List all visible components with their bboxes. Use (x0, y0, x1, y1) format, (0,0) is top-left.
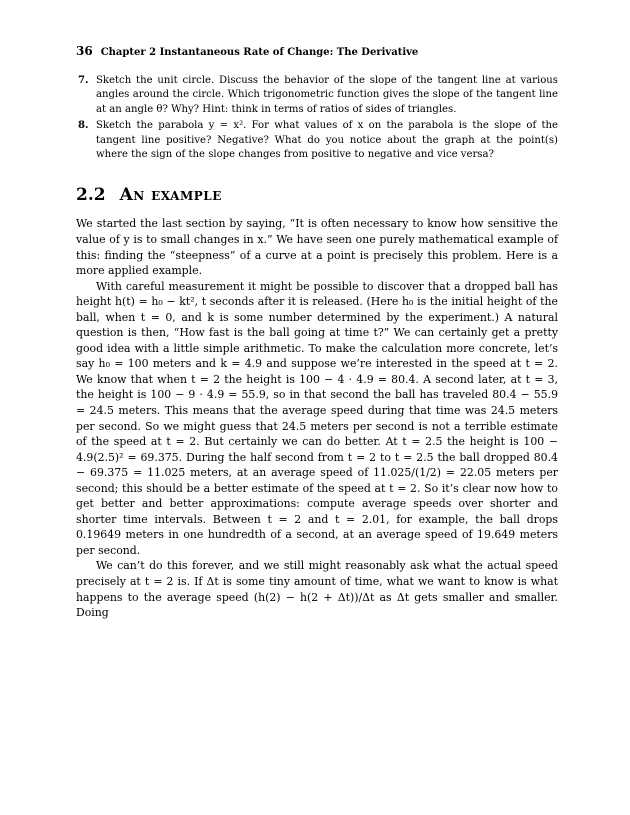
exercise-text: Sketch the unit circle. Discuss the behavior of the slope of the tangent line at various angles around the circle. Which trigonometric function gives the slope of the tangent line at an angle θ? Why? Hint: think in terms of ratios of sides of triangles. (96, 75, 558, 115)
paragraph: We started the last section by saying, “It is often necessary to know how sensitive the value of y is to small changes in x.” We have seen one purely mathematical example of this: finding the “steepness” of a curve at a point is precisely this problem. Here is a more applied example. (76, 217, 558, 278)
exercise-item (76, 119, 558, 162)
exercise-item (76, 74, 558, 117)
exercise-number: 7. (78, 75, 89, 86)
paragraph: With careful measurement it might be possible to discover that a dropped ball has height h(t) = h₀ − kt², t seconds after it is released. (Here h₀ is the initial height of the ball, when t = 0, and k is some number determined by the experiment.) A natural question is then, “How fast is the ball going at time t?” We can certainly get a pretty good idea with a little simple arithmetic. To make the calculation more concrete, let’s say h₀ = 100 meters and k = 4.9 and suppose we’re interested in the speed at t = 2. We know that when t = 2 the height is 100 − 4 · 4.9 = 80.4. A second later, at t = 3, the height is 100 − 9 · 4.9 = 55.9, so in that second the ball has traveled 80.4 − 55.9 = 24.5 meters. This means that the average speed during that time was 24.5 meters per second. So we might guess that 24.5 meters per second is not a terrible estimate of the speed at t = 2. But certainly we can do better. At t = 2.5 the height is 100 − 4.9(2.5)² = 69.375. During the half second from t = 2 to t = 2.5 the ball dropped 80.4 − 69.375 = 11.025 meters, at an average speed of 11.025/(1/2) = 22.05 meters per second; this should be a better estimate of the speed at t = 2. So it’s clear now how to get better and better approximations: compute average speeds over shorter and shorter time intervals. Between t = 2 and t = 2.01, for example, the ball drops 0.19649 meters in one hundredth of a second, at an average speed of 19.649 meters per second. (76, 279, 558, 557)
exercise-list (76, 74, 558, 162)
page (76, 44, 558, 621)
exercise-text: Sketch the parabola y = x². For what values of x on the parabola is the slope of the tangent line positive? Negative? What do you notice about the graph at the point(s) where the sign of the slope changes from positive to negative and vice versa? (96, 120, 558, 161)
section-heading (76, 184, 558, 206)
section-title: An example (119, 185, 222, 206)
exercise-number: 8. (78, 120, 89, 132)
running-header (76, 44, 558, 60)
page-number: 36 (76, 44, 93, 58)
paragraph: We can’t do this forever, and we still might reasonably ask what the actual speed precisely at t = 2 is. If Δt is some tiny amount of time, what we want to know is what happens to the average speed (h(2) − h(2 + Δt))/Δt as Δt gets smaller and smaller. Doing (76, 559, 558, 620)
running-title: Chapter 2 Instantaneous Rate of Change: The Derivative (100, 47, 419, 58)
section-number: 2.2 (76, 185, 106, 206)
